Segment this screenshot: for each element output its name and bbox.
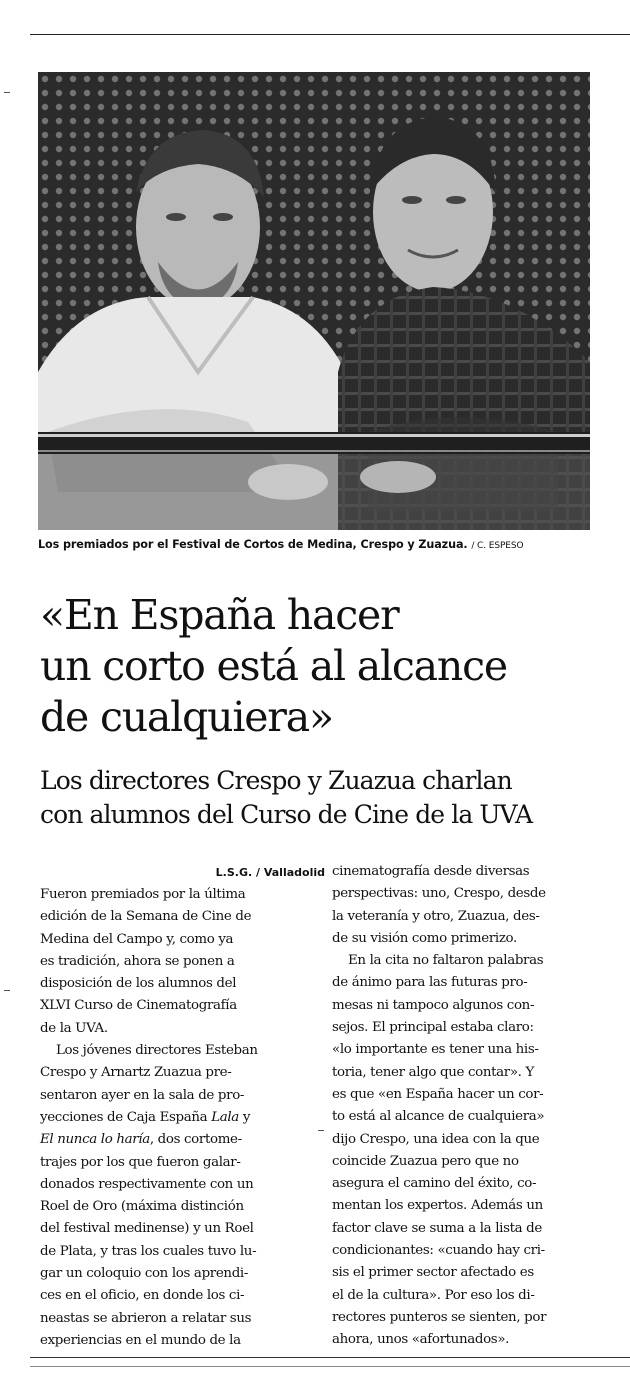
scan-margin-mark: [4, 990, 10, 991]
scan-margin-mark: [4, 92, 10, 93]
body-line: XLVI Curso de Cinematografía: [40, 998, 237, 1014]
body-line: de su visión como primerizo.: [332, 930, 517, 946]
body-line: ahora, unos «afortunados».: [332, 1332, 510, 1348]
body-text: y: [238, 1109, 251, 1125]
body-line: de Plata, y tras los cuales tuvo lu-: [40, 1243, 257, 1259]
body-text: , dos cortome-: [149, 1132, 242, 1148]
body-line: mentan los expertos. Además un: [332, 1198, 543, 1214]
body-line: Crespo y Arnartz Zuazua pre-: [40, 1065, 232, 1081]
body-line: donados respectivamente con un: [40, 1176, 254, 1192]
body-line: to está al alcance de cualquiera»: [332, 1109, 545, 1125]
body-line: es tradición, ahora se ponen a: [40, 953, 235, 969]
headline-line: un corto está al alcance: [40, 642, 507, 690]
body-line: del festival medinense) y un Roel: [40, 1221, 254, 1237]
article-column-right: [332, 861, 602, 1352]
bottom-rule: [30, 1357, 630, 1358]
body-line: el de la cultura». Por eso los di-: [332, 1287, 535, 1303]
byline: L.S.G. / Valladolid: [215, 866, 325, 879]
top-rule: [30, 34, 630, 35]
film-title-lala: Lala: [211, 1109, 239, 1125]
photo-illustration: [38, 72, 590, 530]
body-line: de la UVA.: [40, 1020, 108, 1036]
body-line: Roel de Oro (máxima distinción: [40, 1199, 244, 1215]
bottom-rule-secondary: [30, 1366, 630, 1367]
body-line: sejos. El principal estaba claro:: [332, 1020, 534, 1036]
body-text: yecciones de Caja España: [40, 1109, 212, 1125]
body-line: perspectivas: uno, Crespo, desde: [332, 886, 546, 902]
body-line: cinematografía desde diversas: [332, 864, 530, 879]
body-line-mixed: [40, 1129, 325, 1151]
body-line: experiencias en el mundo de la: [40, 1332, 241, 1348]
body-line: mesas ni tampoco algunos con-: [332, 997, 535, 1013]
body-line: de ánimo para las futuras pro-: [332, 975, 528, 991]
body-line: toria, tener algo que contar». Y: [332, 1064, 534, 1080]
body-line: sis el primer sector afectado es: [332, 1265, 534, 1281]
body-line: disposición de los alumnos del: [40, 976, 237, 992]
body-line: asegura el camino del éxito, co-: [332, 1176, 537, 1192]
body-line: En la cita no faltaron palabras: [348, 953, 544, 969]
headline-line: de cualquiera»: [40, 693, 333, 741]
article-column-left: [40, 884, 325, 1352]
photo-credit: / C. ESPESO: [471, 541, 524, 551]
subheadline-line: Los directores Crespo y Zuazua charlan: [40, 766, 512, 795]
body-line: Medina del Campo y, como ya: [40, 931, 234, 947]
headline-line: «En España hacer: [40, 591, 399, 639]
body-line: trajes por los que fueron galar-: [40, 1154, 241, 1170]
body-line: gar un coloquio con los aprendi-: [40, 1266, 249, 1282]
body-line: condicionantes: «cuando hay cri-: [332, 1243, 545, 1259]
body-line: ces en el oficio, en donde los ci-: [40, 1288, 245, 1304]
article-photo: [38, 72, 590, 530]
body-line: coincide Zuazua pero que no: [332, 1153, 519, 1169]
subheadline: [40, 764, 620, 832]
scan-margin-mark: [318, 1130, 324, 1131]
headline: [40, 590, 620, 743]
body-line: rectores punteros se sienten, por: [332, 1309, 547, 1325]
body-line: neastas se abrieron a relatar sus: [40, 1310, 252, 1326]
subheadline-line: con alumnos del Curso de Cine de la UVA: [40, 800, 533, 829]
body-line: Los jóvenes directores Esteban: [56, 1043, 258, 1059]
body-line-mixed: [40, 1107, 325, 1129]
body-line: Fueron premiados por la última: [40, 887, 246, 902]
body-line: sentaron ayer en la sala de pro-: [40, 1087, 245, 1103]
body-line: la veteranía y otro, Zuazua, des-: [332, 908, 540, 924]
body-line: factor clave se suma a la lista de: [332, 1220, 542, 1236]
body-line: «lo importante es tener una his-: [332, 1042, 539, 1058]
body-line: dijo Crespo, una idea con la que: [332, 1131, 540, 1147]
caption-text: Los premiados por el Festival de Cortos de Medina, Crespo y Zuazua.: [38, 538, 468, 551]
photo-caption: [38, 538, 598, 551]
film-title-el-nunca-lo-haria: El nunca lo haría: [40, 1132, 150, 1148]
body-line: es que «en España hacer un cor-: [332, 1086, 544, 1102]
body-line: edición de la Semana de Cine de: [40, 909, 252, 925]
